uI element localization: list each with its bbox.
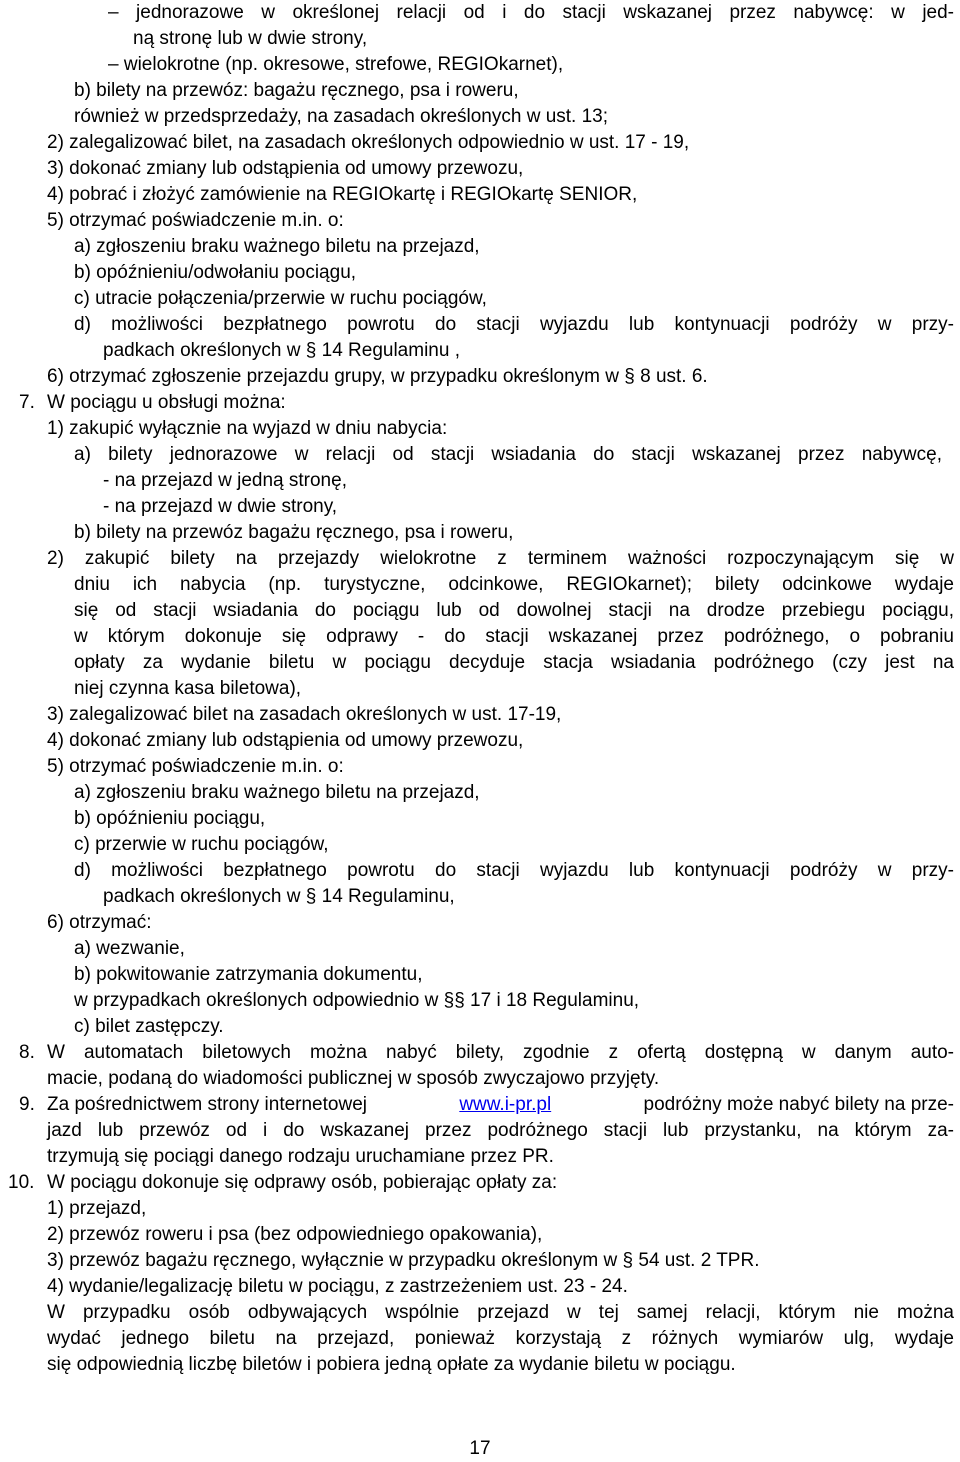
text-line: w którym dokonuje się odprawy - do stacji wskazanej przez podróżnego, o pobraniu xyxy=(74,626,954,647)
text-line: 2) zakupić bilety na przejazdy wielokrotne z terminem ważności rozpoczynającym się w xyxy=(47,548,954,569)
text-line: a) wezwanie, xyxy=(74,938,185,959)
text-line: padkach określonych w § 14 Regulaminu , xyxy=(103,340,460,361)
text-line: 1) zakupić wyłącznie na wyjazd w dniu nabycia: xyxy=(47,418,448,439)
text-line: – wielokrotne (np. okresowe, strefowe, REGIOkarnet), xyxy=(108,54,564,75)
text-line: 6) otrzymać: xyxy=(47,912,152,933)
text-line: - na przejazd w jedną stronę, xyxy=(103,470,347,491)
text-line: 3) dokonać zmiany lub odstąpienia od umowy przewozu, xyxy=(47,158,524,179)
text-line: ną stronę lub w dwie strony, xyxy=(133,28,368,49)
text-line: dniu ich nabycia (np. turystyczne, odcinkowe, REGIOkarnet); bilety odcinkowe wydaje xyxy=(74,574,954,595)
text-line: – jednorazowe w określonej relacji od i do stacji wskazanej przez nabywcę: w jed- xyxy=(108,2,954,23)
text-line: 5) otrzymać poświadczenie m.in. o: xyxy=(47,210,344,231)
text-line: c) bilet zastępczy. xyxy=(74,1016,224,1037)
text-line: opłaty za wydanie biletu w pociągu decyduje stacja wsiadania podróżnego (czy jest na xyxy=(74,652,954,673)
text-line: 1) przejazd, xyxy=(47,1198,147,1219)
text-line: a) zgłoszeniu braku ważnego biletu na przejazd, xyxy=(74,782,480,803)
text-line: c) utracie połączenia/przerwie w ruchu pociągów, xyxy=(74,288,487,309)
text-line: trzymują się pociągi danego rodzaju uruchamiane przez PR. xyxy=(47,1146,554,1167)
text-line: - na przejazd w dwie strony, xyxy=(103,496,338,517)
text-line: b) bilety na przewóz bagażu ręcznego, psa i roweru, xyxy=(74,522,514,543)
text-line: a) zgłoszeniu braku ważnego biletu na przejazd, xyxy=(74,236,480,257)
text-line: 2) przewóz roweru i psa (bez odpowiedniego opakowania), xyxy=(47,1224,543,1245)
item-number: 10. xyxy=(8,1172,35,1193)
text-line: jazd lub przewóz od i do wskazanej przez podróżnego stacji lub przystanku, na którym za- xyxy=(47,1120,954,1141)
text-line: b) opóźnieniu/odwołaniu pociągu, xyxy=(74,262,357,283)
text-segment: podróżny może nabyć bilety na prze- xyxy=(643,1094,954,1115)
text-line: w przypadkach określonych odpowiednio w §§ 17 i 18 Regulaminu, xyxy=(74,990,640,1011)
text-line: również w przedsprzedaży, na zasadach określonych w ust. 13; xyxy=(74,106,609,127)
text-segment: Za pośrednictwem strony internetowej xyxy=(47,1094,367,1115)
text-line: W automatach biletowych można nabyć bilety, zgodnie z ofertą dostępną w danym auto- xyxy=(47,1042,954,1063)
page-number: 17 xyxy=(469,1438,491,1459)
text-line: niej czynna kasa biletowa), xyxy=(74,678,302,699)
text-line: wydać jednego biletu na przejazd, ponieważ korzystają z różnych wymiarów ulg, wydaje xyxy=(47,1328,954,1349)
text-line: się odpowiednią liczbę biletów i pobiera jedną opłate za wydanie biletu w pociągu. xyxy=(47,1354,736,1375)
website-link[interactable]: www.i-pr.pl xyxy=(459,1094,552,1115)
text-line: padkach określonych w § 14 Regulaminu, xyxy=(103,886,455,907)
item-number: 9. xyxy=(19,1094,35,1115)
text-line: 4) pobrać i złożyć zamówienie na REGIOkartę i REGIOkartę SENIOR, xyxy=(47,184,638,205)
text-line: b) opóźnieniu pociągu, xyxy=(74,808,266,829)
text-line: d) możliwości bezpłatnego powrotu do stacji wyjazdu lub kontynuacji podróży w przy- xyxy=(74,860,954,881)
text-line: b) bilety na przewóz: bagażu ręcznego, psa i roweru, xyxy=(74,80,519,101)
text-line: 6) otrzymać zgłoszenie przejazdu grupy, w przypadku określonym w § 8 ust. 6. xyxy=(47,366,708,387)
text-line: d) możliwości bezpłatnego powrotu do stacji wyjazdu lub kontynuacji podróży w przy- xyxy=(74,314,954,335)
text-line: 4) wydanie/legalizację biletu w pociągu, z zastrzeżeniem ust. 23 - 24. xyxy=(47,1276,628,1297)
text-line: c) przerwie w ruchu pociągów, xyxy=(74,834,329,855)
text-line: 5) otrzymać poświadczenie m.in. o: xyxy=(47,756,344,777)
text-line: się od stacji wsiadania do pociągu lub od dowolnej stacji na drodze przebiegu pociągu, xyxy=(74,600,954,621)
text-line: 3) przewóz bagażu ręcznego, wyłącznie w przypadku określonym w § 54 ust. 2 TPR. xyxy=(47,1250,760,1271)
text-line: macie, podaną do wiadomości publicznej w sposób zwyczajowo przyjęty. xyxy=(47,1068,660,1089)
text-line: b) pokwitowanie zatrzymania dokumentu, xyxy=(74,964,423,985)
text-line: 2) zalegalizować bilet, na zasadach określonych odpowiednio w ust. 17 - 19, xyxy=(47,132,690,153)
text-line: 3) zalegalizować bilet na zasadach określonych w ust. 17-19, xyxy=(47,704,562,725)
text-line: W przypadku osób odbywających wspólnie przejazd w tej samej relacji, którym nie można xyxy=(47,1302,954,1323)
item-number: 7. xyxy=(19,392,35,413)
text-line: a) bilety jednorazowe w relacji od stacji wsiadania do stacji wskazanej przez nabywcę, xyxy=(74,444,942,465)
text-line: W pociągu u obsługi można: xyxy=(47,392,286,413)
text-line-with-link xyxy=(47,1092,954,1118)
item-number: 8. xyxy=(19,1042,35,1063)
text-line: W pociągu dokonuje się odprawy osób, pobierając opłaty za: xyxy=(47,1172,558,1193)
text-line: 4) dokonać zmiany lub odstąpienia od umowy przewozu, xyxy=(47,730,524,751)
